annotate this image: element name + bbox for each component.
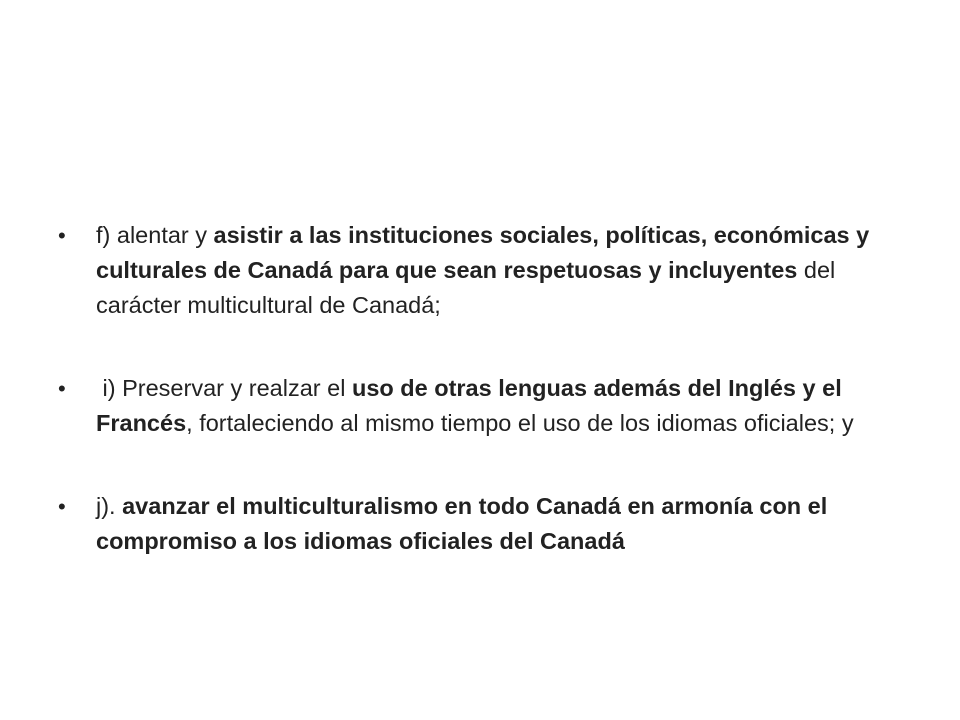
text-segment: , fortaleciendo al mismo tiempo el uso de los idiomas oficiales; y <box>186 410 854 436</box>
text-segment: i) Preservar y realzar el <box>96 375 352 401</box>
bullet-dot-icon: • <box>58 376 66 401</box>
bullet-list <box>58 218 898 559</box>
bold-text-segment: asistir a las instituciones sociales, políticas, económicas y culturales de Canadá para que sean respetuosas y incluyentes <box>96 222 870 283</box>
bullet-item-f <box>58 218 898 323</box>
text-segment: f) alentar y <box>96 222 214 248</box>
bullet-item-i <box>58 371 898 441</box>
text-segment: del carácter multicultural de Canadá; <box>96 257 836 318</box>
bold-text-segment: avanzar el multiculturalismo en todo Canadá en armonía con el compromiso a los idiomas oficiales del Canadá <box>96 493 828 554</box>
text-segment: j). <box>96 493 123 519</box>
bullet-dot-icon: • <box>58 223 66 248</box>
bullet-dot-icon: • <box>58 494 66 519</box>
bullet-item-j <box>58 489 898 559</box>
bold-text-segment: uso de otras lenguas además del Inglés y el Francés <box>96 375 842 436</box>
